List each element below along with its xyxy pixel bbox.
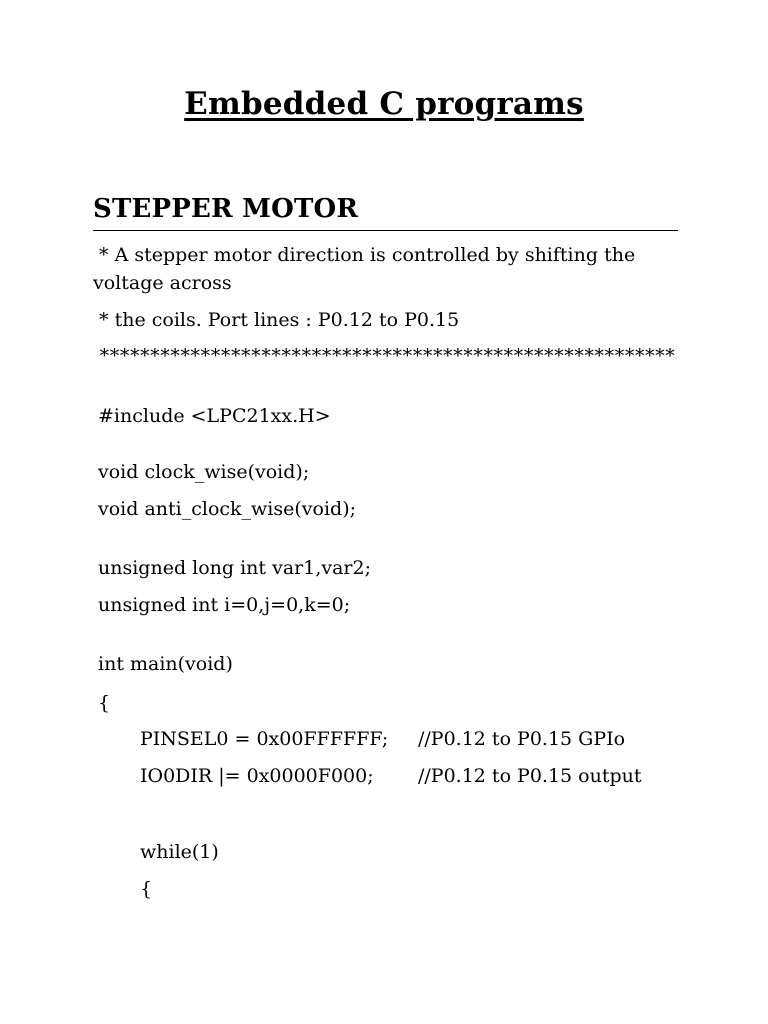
section-divider: [93, 230, 678, 231]
code-iodir-comment: //P0.12 to P0.15 output: [418, 765, 642, 787]
code-while-brace: {: [140, 878, 153, 900]
code-decl-vars-long: unsigned long int var1,var2;: [98, 557, 371, 579]
code-decl-anti-clock-wise: void anti_clock_wise(void);: [98, 498, 357, 520]
code-decl-vars-int: unsigned int i=0,j=0,k=0;: [98, 594, 351, 616]
section-heading: STEPPER MOTOR: [93, 194, 359, 224]
code-main-signature: int main(void): [98, 653, 233, 675]
code-include-line: #include <LPC21xx.H>: [98, 405, 331, 427]
code-open-brace: {: [98, 692, 111, 714]
code-while-statement: while(1): [140, 841, 219, 863]
comment-line-2: voltage across: [93, 272, 232, 294]
comment-line-1: * A stepper motor direction is controlled by shifting the: [93, 244, 636, 266]
code-pinsel-comment: //P0.12 to P0.15 GPIo: [418, 728, 626, 750]
code-iodir-statement: IO0DIR |= 0x0000F000;: [140, 765, 374, 787]
comment-stars-line: *********************************************************: [93, 345, 676, 367]
code-decl-clock-wise: void clock_wise(void);: [98, 461, 310, 483]
code-pinsel-statement: PINSEL0 = 0x00FFFFFF;: [140, 728, 389, 750]
comment-line-3: * the coils. Port lines : P0.12 to P0.15: [93, 309, 460, 331]
document-title: Embedded C programs: [184, 86, 584, 122]
